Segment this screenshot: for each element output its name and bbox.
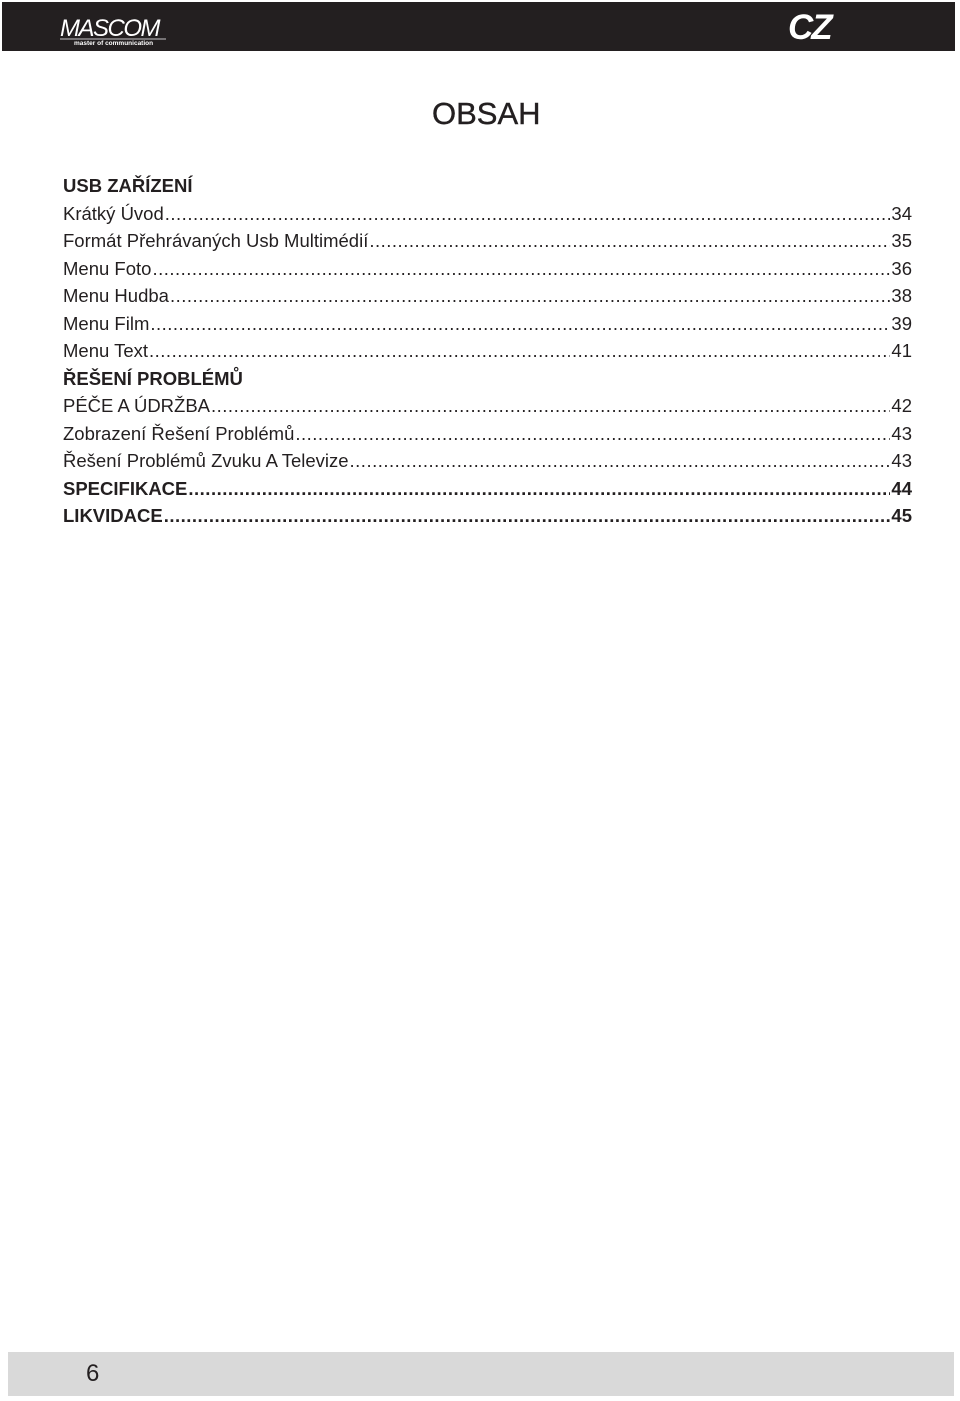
toc-entry-label: Řešení Problémů Zvuku A Televize [63,450,349,471]
toc-entry-label: Formát Přehrávaných Usb Multimédií [63,230,369,251]
mascom-logo [58,12,170,46]
toc-entry-page: 43 [891,422,912,444]
toc-entry [63,365,912,393]
toc-entry-page: 38 [891,285,912,306]
toc-entry [63,475,912,503]
toc-entry [63,310,912,338]
toc-entry [63,502,912,530]
toc-entry-page: 43 [891,450,912,471]
toc-entry-label: Menu Text [63,340,149,361]
toc-dot-leader [149,337,890,365]
toc-entry-page: 39 [891,312,912,334]
toc-entry [63,282,912,310]
toc-entry-label: LIKVIDACE [63,505,163,526]
toc-dot-leader [164,502,891,530]
toc-entry-label: USB ZAŘÍZENÍ [63,175,193,196]
toc-entry [63,392,912,420]
toc-entry [63,172,912,200]
toc-entry-label: Menu Film [63,312,150,334]
toc-dot-leader [150,310,890,338]
toc-dot-leader [170,282,890,310]
toc-entry-page: 34 [891,202,912,224]
toc-entry-page: 35 [891,230,912,251]
page-header [2,2,955,51]
toc-dot-leader [188,475,890,503]
toc-entry-label: SPECIFIKACE [63,477,188,499]
logo-wordmark: MASCOM [60,15,159,42]
toc-entry [63,337,912,365]
toc-entry-page: 36 [891,257,912,279]
toc-dot-leader [350,447,891,475]
toc-entry-label: Zobrazení Řešení Problémů [63,422,295,444]
page-footer [8,1352,954,1396]
toc-entry-label: ŘEŠENÍ PROBLÉMŮ [63,367,243,389]
table-of-contents [63,172,912,530]
page-title: OBSAH [432,96,541,131]
toc-entry-label: Krátký Úvod [63,202,164,224]
page-number: 6 [86,1360,100,1387]
toc-entry-label: Menu Hudba [63,285,169,306]
toc-entry [63,200,912,228]
toc-dot-leader [152,255,890,283]
toc-dot-leader [211,392,890,420]
toc-dot-leader [369,227,890,255]
toc-dot-leader [165,200,891,228]
toc-entry [63,420,912,448]
toc-entry-page: 42 [891,395,912,416]
toc-entry-page: 44 [891,477,912,499]
toc-entry-page: 45 [891,505,912,526]
toc-entry-label: Menu Foto [63,257,152,279]
toc-entry-label: PÉČE A ÚDRŽBA [63,395,211,416]
toc-entry [63,255,912,283]
toc-entry [63,227,912,255]
toc-entry [63,447,912,475]
language-code: CZ [788,8,831,47]
logo-tagline: master of communication [74,40,154,46]
toc-entry-page: 41 [891,340,912,361]
toc-dot-leader [295,420,890,448]
